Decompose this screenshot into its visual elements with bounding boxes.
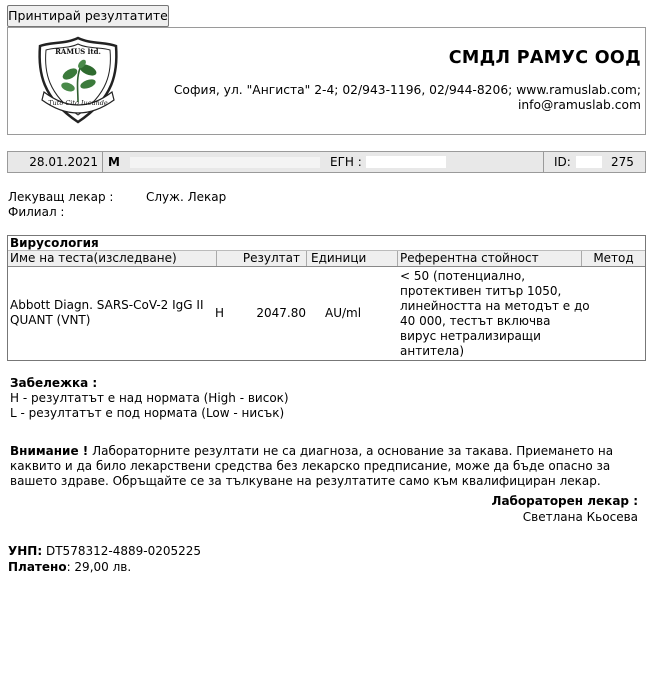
- patient-info-bar: [7, 151, 646, 173]
- redacted-id: [576, 156, 602, 168]
- company-name: СМДЛ РАМУС ООД: [448, 48, 641, 68]
- result-value: 2047.80: [256, 306, 306, 320]
- paid-label: Платено: [8, 560, 67, 574]
- col-reference: Референтна стойност: [398, 251, 582, 266]
- email-line: info@ramuslab.com: [517, 98, 641, 112]
- column-headers: [8, 251, 645, 267]
- company-address: [161, 83, 641, 113]
- svg-text:RAMUS ltd.: RAMUS ltd.: [55, 47, 101, 56]
- results-table: [7, 235, 646, 361]
- treating-doctor-value: Служ. Лекар: [146, 190, 227, 204]
- test-name: Abbott Diagn. SARS-CoV-2 IgG II QUANT (VNT): [10, 298, 204, 327]
- col-method: Метод: [593, 251, 634, 265]
- lab-doctor-name: Светлана Кьосева: [522, 510, 638, 524]
- treating-doctor-label: Лекуващ лекар :: [8, 190, 114, 204]
- notes-title: Забележка :: [10, 376, 98, 390]
- redacted-name: [130, 157, 320, 168]
- lab-doctor-label: Лабораторен лекар :: [491, 494, 638, 508]
- unp-value: DT578312-4889-0205225: [45, 544, 202, 558]
- paid-value: 29,00 лв.: [74, 560, 132, 574]
- col-test-name: Име на теста(изследване): [8, 251, 217, 266]
- result-units: AU/ml: [325, 306, 362, 320]
- warning-text: Лабораторните резултати не са диагноза, а основание за такава. Приемането на каквито и да било лекарствени средства без лекарско предписание, може да бъде опасно за вашето здраве. Обръщайте се за тълкуване на резултатите само към квалифициран лекар.: [10, 444, 614, 488]
- ramus-logo: [30, 32, 126, 128]
- warning-block: [10, 444, 630, 489]
- egn-label: ЕГН :: [330, 155, 362, 169]
- result-flag: H: [215, 306, 225, 320]
- id-label: ID:: [543, 152, 645, 172]
- notes-block: [10, 376, 289, 421]
- section-title: Вирусология: [8, 236, 645, 251]
- patient-id-value: 275: [611, 155, 634, 169]
- paid-line: Платено: 29,00 лв.: [8, 560, 132, 574]
- note-low: L - резултатът е под нормата (Low - нисък): [10, 406, 285, 420]
- redacted-egn: [366, 156, 446, 168]
- patient-name: М: [108, 155, 120, 169]
- col-units: Единици: [307, 251, 398, 266]
- branch-label: Филиал :: [8, 205, 65, 219]
- warning-label: Внимание !: [10, 444, 89, 458]
- reference-range: < 50 (потенциално, протективен титър 1050, линейността на методът е до 40 000, тестът включва вирус нетрализиращи антитела): [400, 269, 590, 358]
- report-date: 28.01.2021: [8, 152, 103, 172]
- lab-header: [7, 27, 646, 135]
- unp-label: УНП: [8, 544, 38, 558]
- address-line: София, ул. "Ангиста" 2-4; 02/943-1196, 02/944-8206; www.ramuslab.com;: [173, 83, 641, 97]
- note-high: H - резултатът е над нормата (High - висок): [10, 391, 289, 405]
- svg-text:Tuto Cito Iucunde: Tuto Cito Iucunde: [48, 99, 108, 107]
- col-result: Резултат: [217, 251, 307, 266]
- print-results-button[interactable]: Принтирай резултатите: [7, 5, 169, 27]
- unp-line: УНП: DT578312-4889-0205225: [8, 544, 202, 558]
